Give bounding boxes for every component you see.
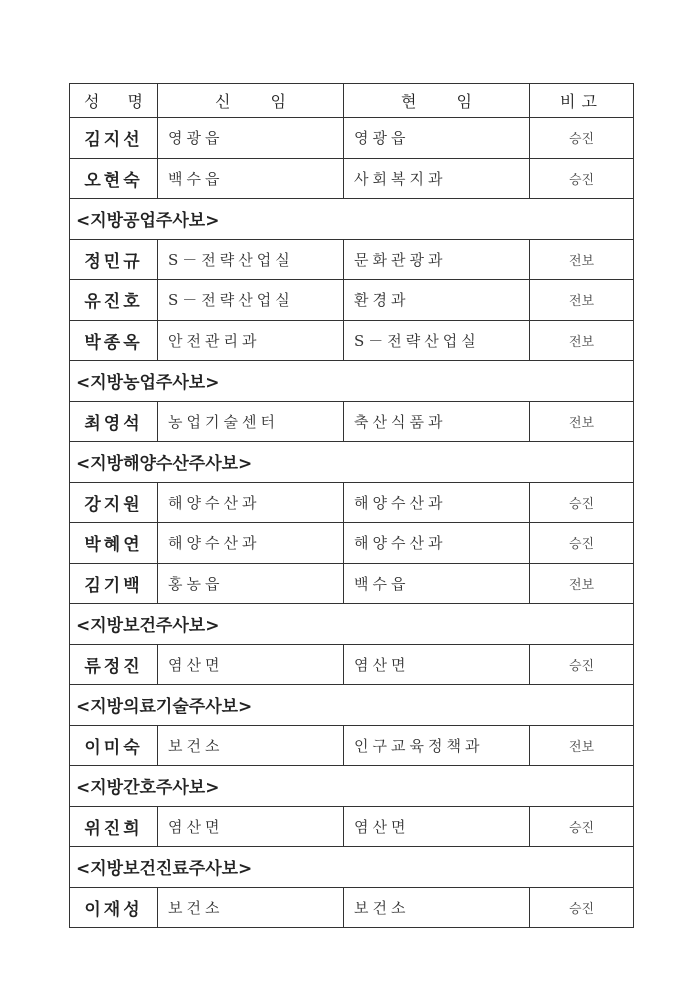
note-cell: 전보 [530, 320, 634, 361]
name-cell [70, 401, 158, 442]
current-post: 축산식품과 [354, 412, 447, 431]
table-row [70, 887, 634, 928]
current-post: 해양수산과 [354, 493, 447, 512]
new-post: 염산면 [168, 655, 224, 674]
note-cell: 전보 [530, 725, 634, 766]
name-cell [70, 158, 158, 199]
new-post: 해양수산과 [168, 493, 261, 512]
person-name: 위진희 [84, 818, 143, 839]
new-post-cell [158, 158, 344, 199]
current-post-cell [344, 563, 530, 604]
new-post-cell [158, 725, 344, 766]
person-name: 김지선 [84, 130, 143, 151]
new-post: 해양수산과 [168, 534, 261, 553]
new-post: 백수읍 [168, 169, 224, 188]
current-post: 인구교육정책과 [354, 736, 484, 755]
section-row [70, 604, 634, 645]
header-current [344, 84, 530, 118]
header-current-text: 현 임 [401, 92, 472, 111]
table-row [70, 320, 634, 361]
note-cell: 승진 [530, 158, 634, 199]
current-post-cell [344, 806, 530, 847]
person-name: 이재성 [84, 899, 143, 920]
new-post-cell [158, 887, 344, 928]
new-post: 홍농읍 [168, 574, 224, 593]
current-post: 염산면 [354, 817, 410, 836]
table-row [70, 482, 634, 523]
current-post-cell [344, 239, 530, 280]
section-title: <지방공업주사보> [70, 199, 634, 240]
header-new-text: 신 임 [215, 92, 286, 111]
current-post-cell [344, 887, 530, 928]
header-new [158, 84, 344, 118]
person-name: 강지원 [84, 494, 143, 515]
new-post-cell [158, 118, 344, 159]
new-post-cell [158, 280, 344, 321]
name-cell [70, 523, 158, 564]
current-post-cell [344, 280, 530, 321]
new-post: 염산면 [168, 817, 224, 836]
person-name: 정민규 [84, 251, 143, 272]
table-row [70, 523, 634, 564]
new-post: 농업기술센터 [168, 412, 279, 431]
note-cell: 전보 [530, 401, 634, 442]
new-post-cell [158, 644, 344, 685]
name-cell [70, 320, 158, 361]
new-post-cell [158, 482, 344, 523]
current-post: 보건소 [354, 898, 410, 917]
section-row [70, 361, 634, 402]
person-name: 김기백 [84, 575, 143, 596]
section-title: <지방의료기술주사보> [70, 685, 634, 726]
section-title: <지방보건진료주사보> [70, 847, 634, 888]
section-row [70, 442, 634, 483]
current-post: 백수읍 [354, 574, 410, 593]
current-post: 사회복지과 [354, 169, 447, 188]
current-post-cell [344, 118, 530, 159]
table-row [70, 644, 634, 685]
section-title: <지방해양수산주사보> [70, 442, 634, 483]
person-name: 이미숙 [84, 737, 143, 758]
current-post-cell [344, 401, 530, 442]
new-post: 보건소 [168, 898, 224, 917]
new-post-cell [158, 401, 344, 442]
current-post-cell [344, 482, 530, 523]
current-post: 환경과 [354, 291, 410, 310]
current-post-cell [344, 158, 530, 199]
note-cell: 승진 [530, 644, 634, 685]
note-cell: 승진 [530, 482, 634, 523]
note-cell: 전보 [530, 239, 634, 280]
section-title: <지방간호주사보> [70, 766, 634, 807]
name-cell [70, 239, 158, 280]
new-post-cell [158, 320, 344, 361]
personnel-table [69, 83, 634, 928]
section-row [70, 199, 634, 240]
table-row [70, 118, 634, 159]
name-cell [70, 644, 158, 685]
person-name: 최영석 [84, 413, 143, 434]
new-post: S－전략산업실 [168, 291, 294, 310]
name-cell [70, 806, 158, 847]
note-cell: 승진 [530, 887, 634, 928]
name-cell [70, 280, 158, 321]
section-title: <지방농업주사보> [70, 361, 634, 402]
table-row [70, 725, 634, 766]
name-cell [70, 118, 158, 159]
new-post-cell [158, 239, 344, 280]
current-post-cell [344, 523, 530, 564]
current-post: 염산면 [354, 655, 410, 674]
current-post: 문화관광과 [354, 250, 447, 269]
current-post-cell [344, 725, 530, 766]
new-post-cell [158, 523, 344, 564]
current-post-cell [344, 320, 530, 361]
name-cell [70, 482, 158, 523]
new-post-cell [158, 806, 344, 847]
note-cell: 전보 [530, 563, 634, 604]
current-post: S－전략산업실 [354, 331, 480, 350]
header-name [70, 84, 158, 118]
name-cell [70, 725, 158, 766]
table-row [70, 280, 634, 321]
current-post: 해양수산과 [354, 534, 447, 553]
note-cell: 전보 [530, 280, 634, 321]
person-name: 류정진 [84, 656, 143, 677]
section-row [70, 685, 634, 726]
name-cell [70, 887, 158, 928]
table-row [70, 563, 634, 604]
section-title: <지방보건주사보> [70, 604, 634, 645]
current-post: 영광읍 [354, 129, 410, 148]
current-post-cell [344, 644, 530, 685]
note-cell: 승진 [530, 523, 634, 564]
table-header [70, 84, 634, 118]
new-post: S－전략산업실 [168, 250, 294, 269]
header-note: 비고 [530, 84, 634, 118]
person-name: 유진호 [84, 292, 143, 313]
table-row [70, 401, 634, 442]
new-post: 영광읍 [168, 129, 224, 148]
note-cell: 승진 [530, 806, 634, 847]
new-post: 보건소 [168, 736, 224, 755]
new-post-cell [158, 563, 344, 604]
person-name: 오현숙 [84, 170, 143, 191]
section-row [70, 766, 634, 807]
table-row [70, 158, 634, 199]
note-cell: 승진 [530, 118, 634, 159]
new-post: 안전관리과 [168, 331, 261, 350]
section-row [70, 847, 634, 888]
table-row [70, 239, 634, 280]
person-name: 박종옥 [84, 332, 143, 353]
person-name: 박혜연 [84, 535, 143, 556]
table-row [70, 806, 634, 847]
name-cell [70, 563, 158, 604]
header-name-text: 성 명 [84, 92, 143, 111]
